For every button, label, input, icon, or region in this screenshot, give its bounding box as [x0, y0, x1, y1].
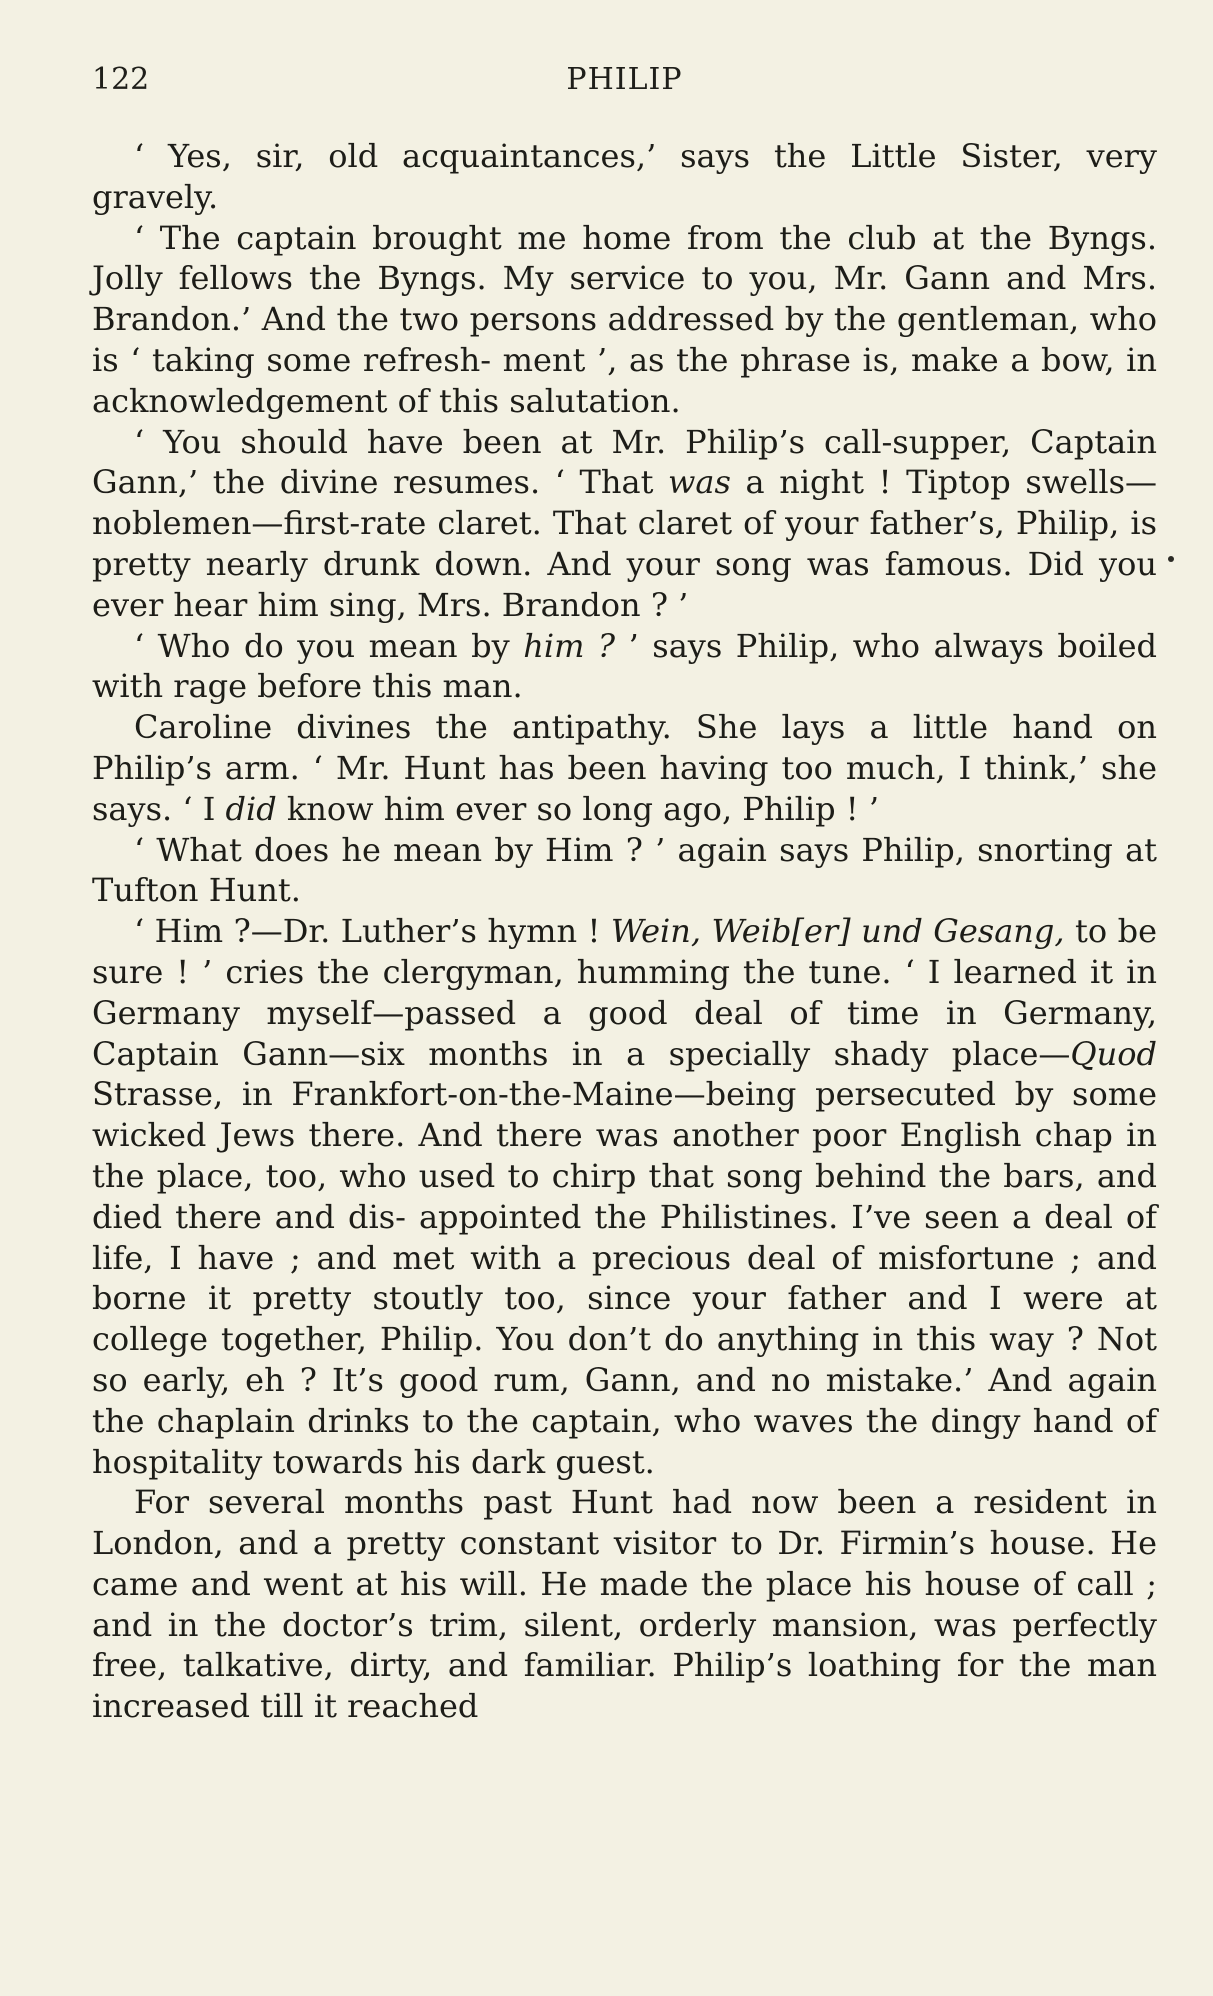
paragraph-7 [92, 911, 1157, 1482]
paragraph-2: ‘ The captain brought me home from the club at the Byngs. Jolly fellows the Byngs. My service to you, Mr. Gann and Mrs. Brandon.’ And the two persons addressed by the gentleman, who is ‘ taking some refresh- ment ’, as the phrase is, make a bow, in acknowledgement of this salutation. [92, 218, 1157, 420]
running-title: PHILIP [566, 62, 683, 97]
paragraph-3-text-2: a night ! Tiptop swells—noblemen—first-rate claret. That claret of your father’s, Philip, is pretty nearly drunk down. And your song was famous. Did you ever hear him sing, Mrs. Brandon ? ’ [92, 463, 1158, 624]
paragraph-7-italic-quod: Quod [1070, 1034, 1157, 1073]
paragraph-4 [92, 626, 1157, 708]
paragraph-4-text-2: ’ says Philip, who always boiled with rage before this man. [92, 626, 1158, 706]
paragraph-8: For several months past Hunt had now been a resident in London, and a pretty constant visitor to Dr. Firmin’s house. He came and went at his will. He made the place his house of call ; and in the doctor’s trim, silent, orderly mansion, was perfectly free, talkative, dirty, and familiar. Philip’s loathing for the man increased till it reached [92, 1483, 1157, 1726]
paragraph-7-text-1: ‘ Him ?—Dr. Luther’s hymn ! [134, 912, 611, 951]
page-number: 122 [92, 62, 150, 97]
paragraph-7-text-3: Strasse, in Frankfort-on-the-Maine—being persecuted by some wicked Jews there. And there was another poor English chap in the place, too, who used to chirp that song behind the bars, and died there and dis- appointed the Philistines. I’ve seen a deal of life, I have ; and met with a precious deal of misfortune ; and borne it pretty stoutly too, since your father and I were at college together, Philip. You don’t do anything in this way ? Not so early, eh ? It’s good rum, Gann, and no mistake.’ And again the chaplain drinks to the captain, who waves the dingy hand of hospitality towards his dark guest. [92, 1075, 1157, 1481]
body-text [92, 136, 1157, 1727]
paragraph-4-text-1: ‘ Who do you mean by [134, 626, 524, 665]
paragraph-5-text-1: Caroline divines the antipathy. She lays a little hand on Philip’s arm. ‘ Mr. Hunt has been having too much, I think,’ she says. ‘ I [92, 708, 1157, 828]
running-head [92, 62, 1157, 106]
paragraph-4-italic-him: him ? [523, 626, 616, 665]
paragraph-6: ‘ What does he mean by Him ? ’ again says Philip, snorting at Tufton Hunt. [92, 830, 1157, 910]
paragraph-3-text-1: ‘ You should have been at Mr. Philip’s call-supper, Captain Gann,’ the divine resumes. ‘ That [92, 422, 1157, 502]
margin-dot-mark [1168, 556, 1174, 562]
paragraph-5 [92, 707, 1157, 829]
paragraph-3-italic-was: was [668, 463, 731, 502]
paragraph-1: ‘ Yes, sir, old acquaintances,’ says the Little Sister, very gravely. [92, 137, 1157, 216]
paragraph-5-italic-did: did [225, 789, 277, 828]
paragraph-7-text-2: to be sure ! ’ cries the clergyman, humming the tune. ‘ I learned it in Germany myself—passed a good deal of time in Germany, Captain Gann—six months in a specially shady place— [92, 912, 1158, 1073]
paragraph-5-text-2: know him ever so long ago, Philip ! ’ [276, 789, 879, 828]
paragraph-3 [92, 422, 1157, 626]
paragraph-7-italic-title: Wein, Weib[er] und Gesang, [610, 912, 1065, 951]
